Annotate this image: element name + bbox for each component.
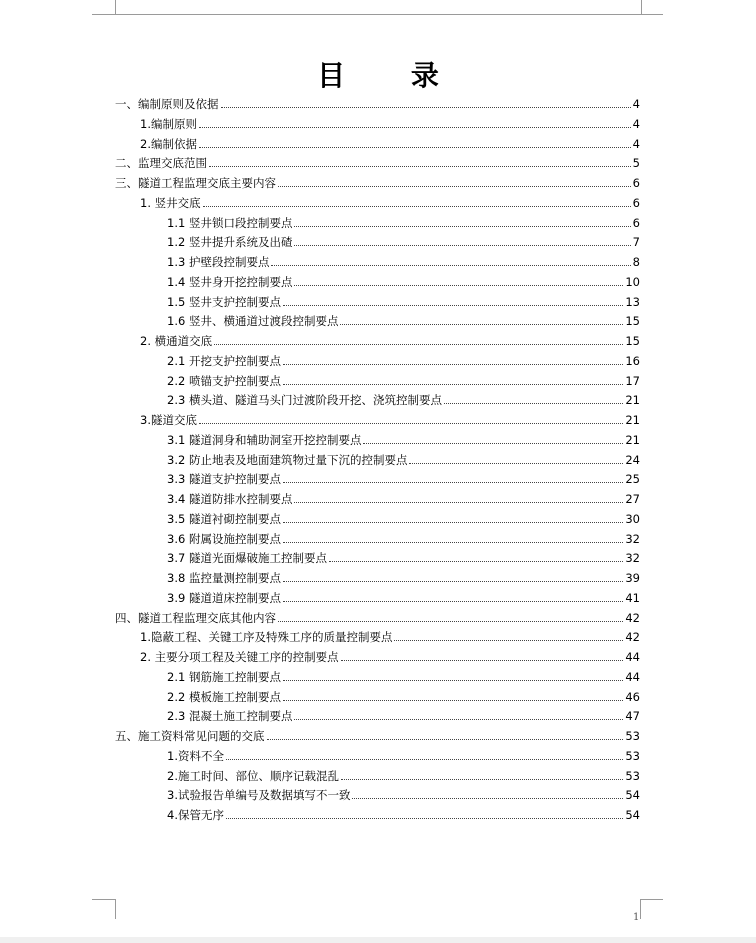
crop-mark [92,14,115,15]
toc-entry-page: 8 [632,255,640,269]
dot-leader [209,166,631,167]
toc-entry-text: 3.7 隧道光面爆破施工控制要点 [167,551,327,566]
dot-leader [409,463,623,464]
toc-entry[interactable] [167,310,640,328]
page-bottom-strip [0,937,756,943]
toc-entry-page: 44 [625,650,640,664]
dot-leader [283,601,623,602]
dot-leader [203,206,631,207]
toc-entry-page: 41 [625,590,640,605]
toc-entry[interactable] [167,686,640,704]
dot-leader [283,700,623,701]
dot-leader [221,107,631,108]
toc-entry-page: 42 [625,610,640,625]
toc-entry-text: 2.编制依据 [140,136,197,151]
dot-leader [199,127,631,128]
toc-entry-page: 6 [632,176,640,190]
toc-entry-page: 16 [625,353,640,368]
toc-entry-page: 53 [625,748,640,763]
toc-entry-text: 2.施工时间、部位、顺序记载混乱 [167,768,339,783]
toc-entry[interactable] [167,666,640,684]
toc-entry-page: 5 [632,156,640,171]
header-margin-frame [115,0,642,15]
toc-entry[interactable] [140,409,640,427]
dot-leader [283,364,623,365]
toc-entry-text: 2.2 模板施工控制要点 [167,689,281,704]
toc-entry[interactable] [167,231,640,249]
toc-entry[interactable] [167,212,640,230]
toc-entry-page: 27 [625,492,640,506]
dot-leader [199,147,631,148]
dot-leader [226,818,623,819]
toc-entry[interactable] [167,370,640,388]
toc-entry-page: 10 [625,274,640,289]
toc-entry[interactable] [167,528,640,546]
toc-entry-page: 25 [625,472,640,487]
toc-entry-page: 44 [625,669,640,684]
toc-entry-page: 39 [625,571,640,585]
toc-entry-page: 32 [625,551,640,566]
dot-leader [294,502,623,503]
toc-entry-text: 3.6 附属设施控制要点 [167,531,281,546]
toc-entry[interactable] [140,113,640,131]
toc-entry-text: 四、隧道工程监理交底其他内容 [115,610,276,625]
dot-leader [394,640,623,641]
toc-entry[interactable] [167,547,640,565]
toc-entry-page: 24 [625,452,640,467]
crop-mark [115,899,116,919]
toc-entry[interactable] [140,330,640,348]
toc-entry-page: 46 [625,689,640,704]
dot-leader [267,739,624,740]
dot-leader [294,285,623,286]
dot-leader [214,344,623,345]
toc-entry[interactable] [167,429,640,447]
dot-leader [199,423,623,424]
toc-entry-page: 6 [632,215,640,230]
toc-entry-page: 7 [632,235,640,250]
toc-entry-text: 4.保管无序 [167,808,224,822]
toc-entry-text: 2.1 开挖支护控制要点 [167,353,281,368]
toc-entry-text: 1.4 竖井身开挖控制要点 [167,274,293,289]
toc-entry[interactable] [167,291,640,309]
toc-entry[interactable] [167,468,640,486]
dot-leader [283,384,623,385]
toc-entry[interactable] [167,449,640,467]
crop-mark [92,899,115,900]
toc-entry[interactable] [115,607,640,625]
crop-mark [640,899,663,900]
page-number: 1 [633,912,640,923]
dot-leader [278,621,623,622]
toc-entry-page: 21 [625,393,640,408]
toc-entry-page: 4 [632,116,640,131]
toc-entry-page: 4 [632,97,640,111]
toc-entry-page: 21 [625,432,640,447]
dot-leader [340,324,623,325]
toc-entry-text: 1.3 护壁段控制要点 [167,255,270,269]
toc-entry-text: 3.8 监控量测控制要点 [167,571,281,585]
toc-entry[interactable] [167,271,640,289]
toc-entry[interactable] [167,567,640,585]
toc-entry[interactable] [167,765,640,783]
toc-entry[interactable] [167,705,640,723]
toc-entry-text: 2. 主要分项工程及关键工序的控制要点 [140,650,339,664]
toc-entry-page: 54 [625,788,640,803]
dot-leader [329,561,623,562]
toc-entry[interactable] [167,745,640,763]
toc-entry-page: 4 [632,136,640,151]
toc-entry-text: 2.3 横头道、隧道马头门过渡阶段开挖、浇筑控制要点 [167,393,442,408]
toc-title: 目 录 [317,59,467,92]
toc-entry[interactable] [115,152,640,170]
dot-leader [283,581,623,582]
dot-leader [283,482,623,483]
toc-entry-text: 1. 竖井交底 [140,195,201,210]
toc-entry-page: 32 [625,531,640,546]
dot-leader [363,443,623,444]
toc-entry-page: 15 [625,334,640,348]
toc-entry-page: 53 [625,768,640,783]
toc-entry[interactable] [140,192,640,210]
dot-leader [283,522,623,523]
toc-entry-text: 一、编制原则及依据 [115,97,219,111]
dot-leader [278,186,631,187]
toc-entry[interactable] [167,389,640,407]
toc-entry-text: 1.隐蔽工程、关键工序及特殊工序的质量控制要点 [140,630,393,645]
toc-entry-text: 1.编制原则 [140,116,197,131]
toc-entry-text: 1.5 竖井支护控制要点 [167,294,281,309]
dot-leader [271,265,630,266]
crop-mark [640,14,663,15]
toc-entry[interactable] [167,488,640,506]
toc-entry[interactable] [167,251,640,269]
dot-leader [283,305,623,306]
toc-entry-text: 3.试验报告单编号及数据填写不一致 [167,788,351,803]
toc-entry[interactable] [167,784,640,802]
dot-leader [341,779,623,780]
toc-entry-page: 53 [625,729,640,743]
toc-entry-page: 6 [632,195,640,210]
toc-entry-text: 2.3 混凝土施工控制要点 [167,709,293,724]
toc-entry[interactable] [140,626,640,644]
toc-entry-page: 21 [625,413,640,427]
dot-leader [283,542,623,543]
dot-leader [352,798,623,799]
toc-entry-text: 2. 横通道交底 [140,334,213,348]
toc-entry-text: 3.隧道交底 [140,413,197,427]
crop-mark [640,899,641,919]
toc-entry[interactable] [115,725,640,743]
toc-entry[interactable] [167,587,640,605]
toc-entry-text: 1.1 竖井锁口段控制要点 [167,215,293,230]
toc-entry-text: 3.4 隧道防排水控制要点 [167,492,293,506]
toc-entry[interactable] [115,93,640,111]
dot-leader [294,226,630,227]
toc-entry-page: 13 [625,294,640,309]
toc-entry-text: 2.2 喷锚支护控制要点 [167,373,281,388]
toc-entry-text: 2.1 钢筋施工控制要点 [167,669,281,684]
toc-entry-text: 1.6 竖井、横通道过渡段控制要点 [167,314,339,329]
dot-leader [444,403,623,404]
toc-entry-text: 1.资料不全 [167,748,224,763]
dot-leader [294,245,630,246]
toc-entry[interactable] [140,646,640,664]
toc-entry-page: 42 [625,630,640,645]
dot-leader [341,660,624,661]
dot-leader [226,759,623,760]
toc-entry[interactable] [167,350,640,368]
toc-entry-text: 3.2 防止地表及地面建筑物过量下沉的控制要点 [167,452,408,467]
toc-entry-page: 15 [625,314,640,329]
toc-entry-text: 3.5 隧道衬砌控制要点 [167,511,281,526]
dot-leader [294,719,623,720]
toc-entry-text: 3.1 隧道洞身和辅助洞室开挖控制要点 [167,432,362,447]
toc-entry[interactable] [140,133,640,151]
toc-entry-text: 3.9 隧道道床控制要点 [167,590,281,605]
toc-entry[interactable] [167,804,640,822]
toc-entry[interactable] [115,172,640,190]
toc-entry-text: 三、隧道工程监理交底主要内容 [115,176,276,190]
toc-entry-page: 47 [625,709,640,724]
toc-entry-text: 五、施工资料常见问题的交底 [115,729,265,743]
toc-entry-text: 3.3 隧道支护控制要点 [167,472,281,487]
toc-entry[interactable] [167,508,640,526]
dot-leader [283,680,623,681]
toc-entry-text: 二、监理交底范围 [115,156,207,171]
toc-entry-text: 1.2 竖井提升系统及出碴 [167,235,293,250]
toc-entry-page: 54 [625,808,640,822]
toc-entry-page: 30 [625,511,640,526]
toc-entry-page: 17 [625,373,640,388]
